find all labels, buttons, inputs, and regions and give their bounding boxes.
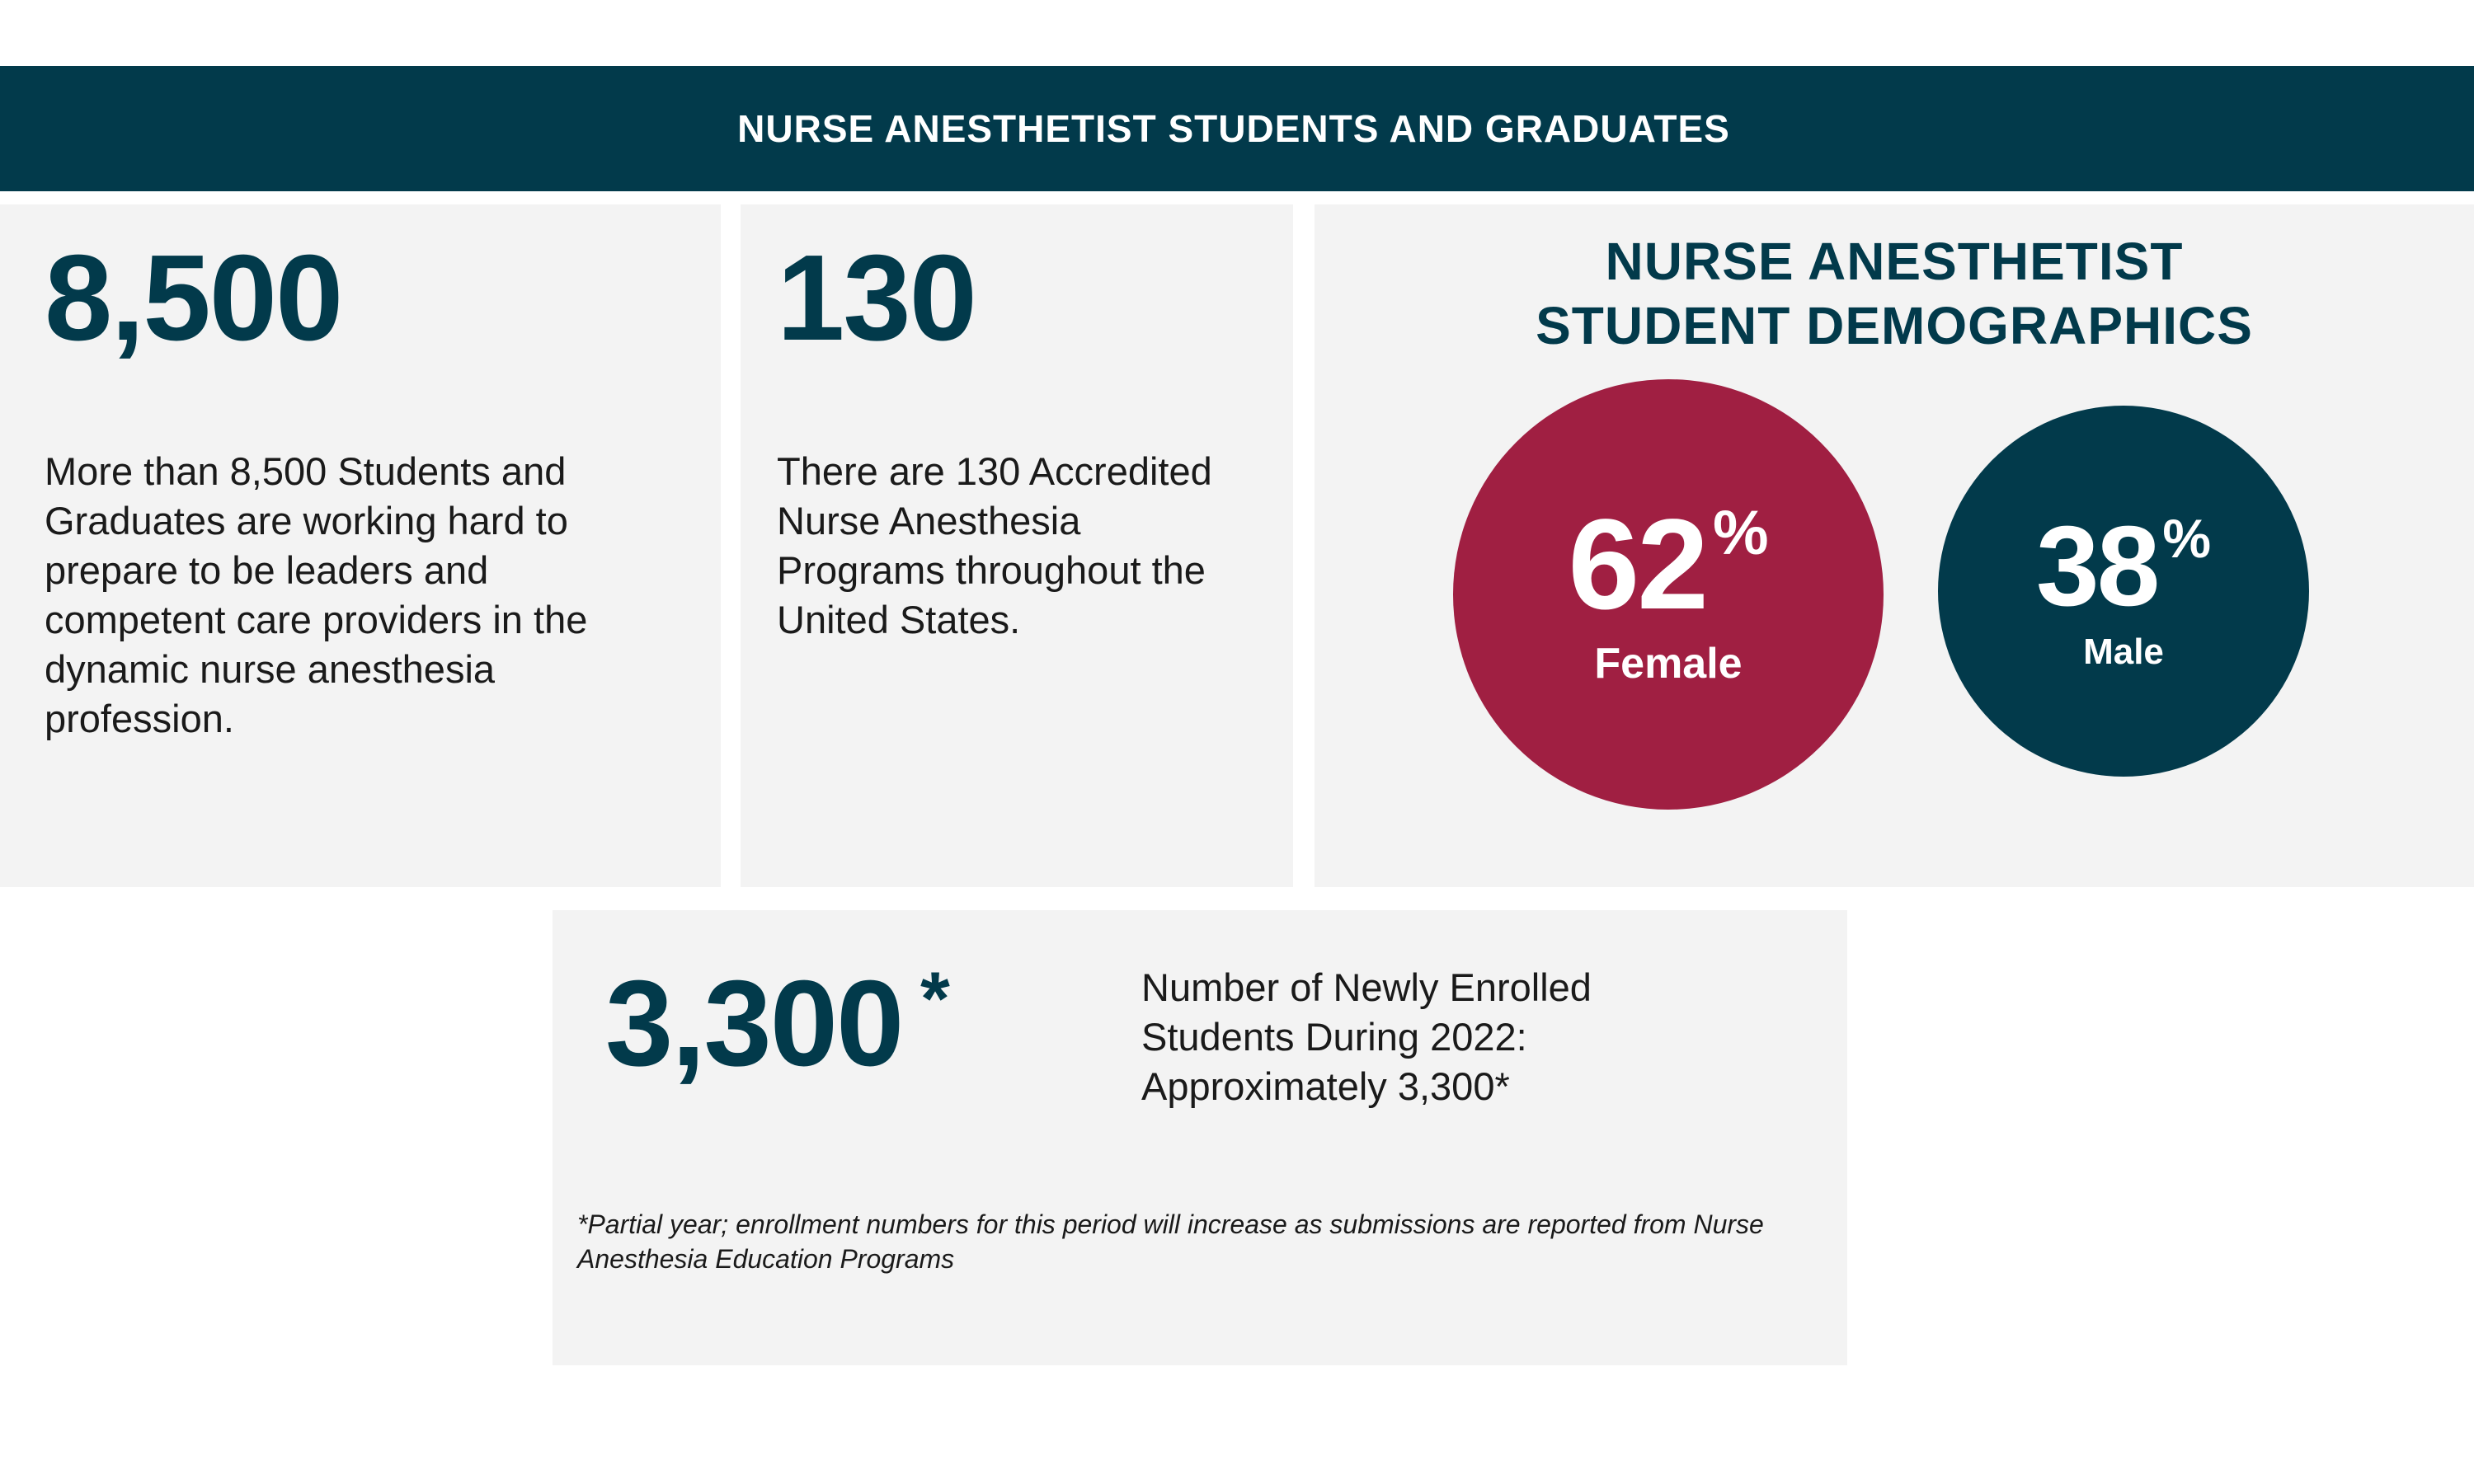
programs-description: There are 130 Accredited Nurse Anesthesia Programs throughout the United States.: [777, 449, 1212, 641]
demographics-title: [1315, 229, 2474, 358]
female-percentage: [1568, 493, 1769, 636]
students-stat-panel: [0, 204, 721, 887]
enrollment-description-line1: Number of Newly Enrolled: [1141, 965, 1592, 1009]
header-banner: [0, 66, 2474, 191]
banner-title: NURSE ANESTHETIST STUDENTS AND GRADUATES: [737, 107, 1730, 150]
students-number: 8,500: [45, 230, 342, 366]
students-description: More than 8,500 Students and Graduates are working hard to prepare to be leaders and competent care providers in the dynamic nurse anesthesia profession.: [45, 449, 588, 740]
enrollment-number: 3,300: [605, 956, 903, 1092]
enrollment-footnote: *Partial year; enrollment numbers for this period will increase as submissions are reported from Nurse Anesthesia Education Programs: [577, 1209, 1764, 1274]
demographics-title-line2: STUDENT DEMOGRAPHICS: [1536, 296, 2253, 355]
enrollment-description-line3: Approximately 3,300*: [1141, 1064, 1510, 1108]
female-percentage-value: 62: [1568, 493, 1706, 636]
male-percentage: [2035, 503, 2212, 630]
programs-stat-panel: [741, 204, 1293, 887]
female-percent-sign: %: [1712, 498, 1769, 568]
female-label: Female: [1594, 640, 1743, 688]
male-label: Male: [2083, 632, 2164, 672]
programs-number: 130: [777, 230, 976, 366]
male-percentage-circle: [1938, 406, 2309, 777]
demographics-title-line1: NURSE ANESTHETIST: [1605, 232, 2184, 291]
male-percent-sign: %: [2162, 508, 2212, 569]
enrollment-description: [1141, 963, 1768, 1111]
enrollment-asterisk: *: [920, 957, 950, 1041]
enrollment-description-line2: Students During 2022:: [1141, 1015, 1527, 1059]
female-percentage-circle: [1453, 379, 1884, 810]
male-percentage-value: 38: [2035, 503, 2158, 630]
demographics-panel: [1315, 204, 2474, 887]
enrollment-panel: [553, 910, 1847, 1365]
